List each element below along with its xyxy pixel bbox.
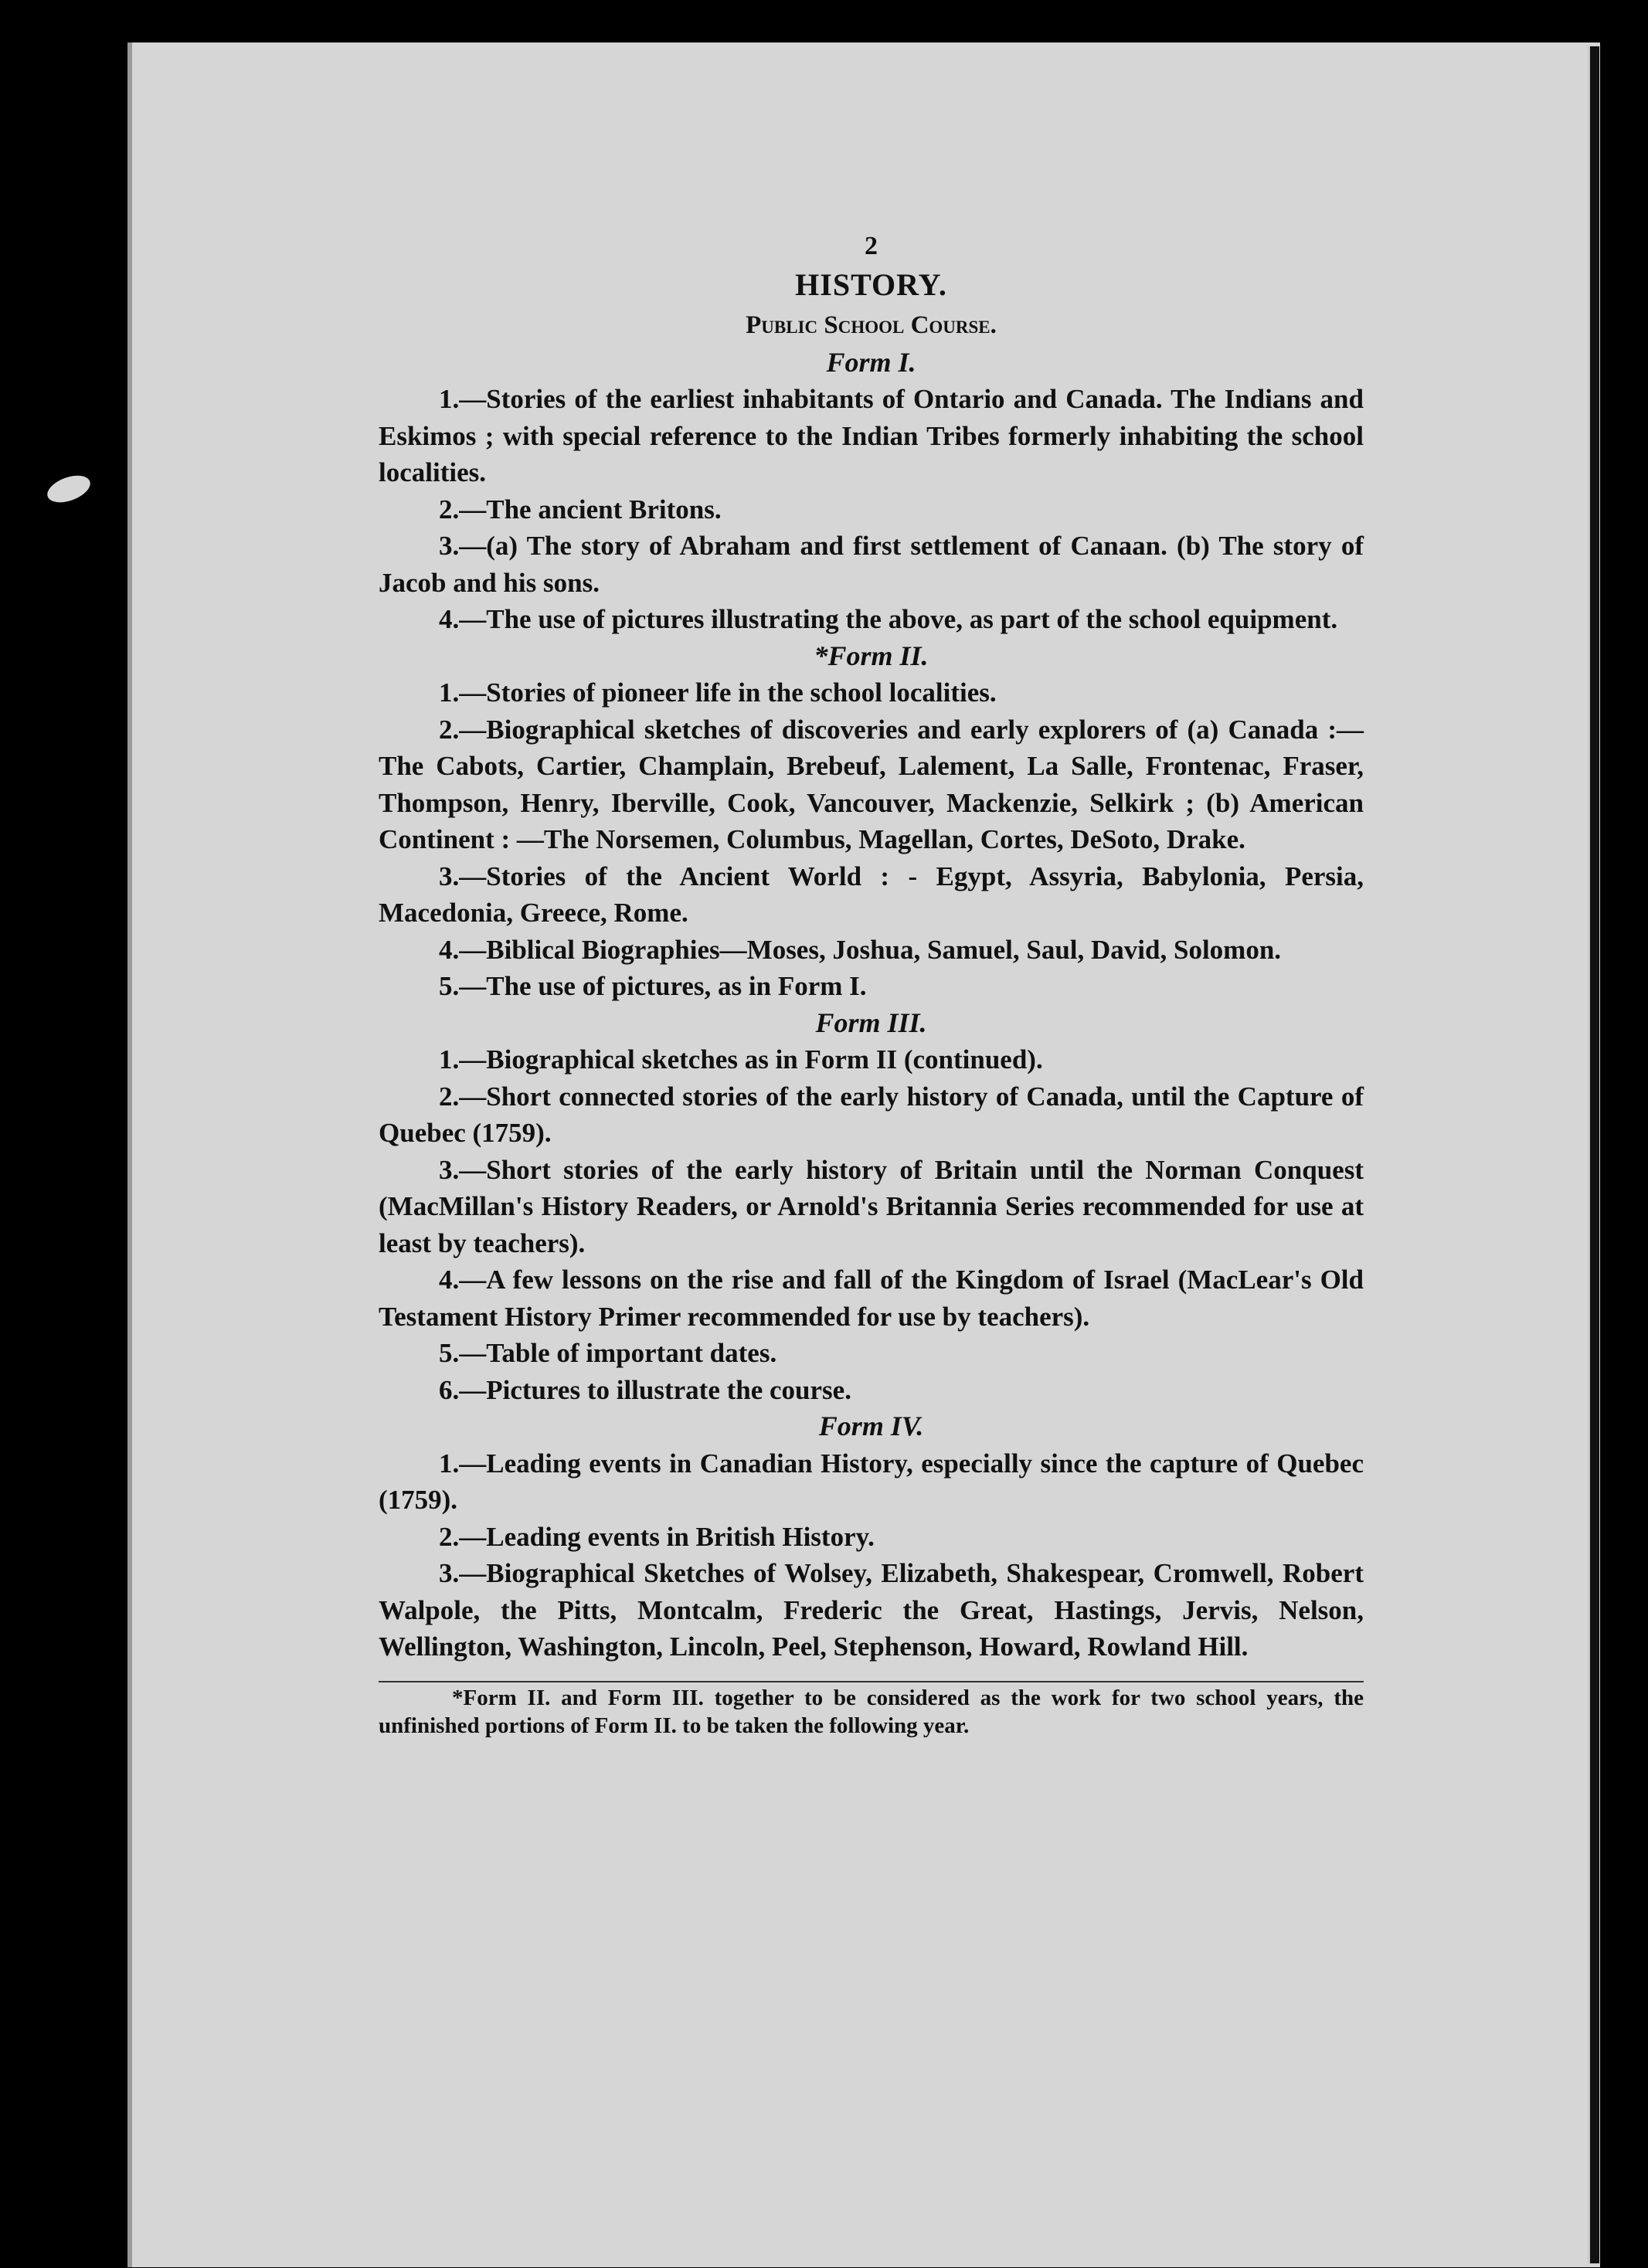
list-item: 1.—Stories of pioneer life in the school localities.	[439, 677, 997, 708]
list-item: 2.—Short connected stories of the early history of Canada, until the Capture of Quebec (1759).	[379, 1081, 1364, 1148]
list-item: 1.—Stories of the earliest inhabitants of Ontario and Canada. The Indians and Eskimos ; with special reference to the Indian Tribes formerly inhabiting the school localities.	[379, 384, 1364, 487]
course-subtitle: Public School Course.	[746, 311, 997, 339]
list-item: 3.—(a) The story of Abraham and first settlement of Canaan. (b) The story of Jacob and his sons.	[379, 531, 1364, 598]
section-form-4	[379, 1408, 1364, 1665]
page-title: HISTORY.	[795, 267, 947, 302]
list-item: 3.—Biographical Sketches of Wolsey, Elizabeth, Shakespear, Cromwell, Robert Walpole, the Pitts, Montcalm, Frederic the Great, Hastings, Jervis, Nelson, Wellington, Washington, Lincoln, Peel, Stephenson, Howard, Rowland Hill.	[379, 1558, 1364, 1662]
list-item: 1.—Leading events in Canadian History, especially since the capture of Quebec (1759).	[379, 1448, 1364, 1515]
list-item: 3.—Stories of the Ancient World : - Egypt, Assyria, Babylonia, Persia, Macedonia, Greece, Rome.	[379, 861, 1364, 928]
list-item: 6.—Pictures to illustrate the course.	[439, 1374, 851, 1405]
list-item: 5.—The use of pictures, as in Form I.	[439, 971, 867, 1001]
page-edge	[1588, 46, 1599, 2263]
section-form-2	[379, 638, 1364, 1005]
footnote-divider	[379, 1681, 1364, 1682]
scan-speck	[44, 470, 94, 508]
list-item: 4.—A few lessons on the rise and fall of the Kingdom of Israel (MacLear's Old Testament History Primer recommended for use by teachers).	[379, 1265, 1364, 1332]
section-form-3	[379, 1005, 1364, 1409]
list-item: 5.—Table of important dates.	[439, 1338, 777, 1368]
list-item: 2.—Leading events in British History.	[439, 1521, 875, 1552]
list-item: 3.—Short stories of the early history of Britain until the Norman Conquest (MacMillan's History Readers, or Arnold's Britannia Series recommended for use at least by teachers).	[379, 1154, 1364, 1258]
section-heading: *Form II.	[814, 640, 929, 671]
section-heading: Form IV.	[818, 1411, 924, 1441]
section-heading: Form I.	[826, 346, 916, 378]
list-item: 4.—The use of pictures illustrating the above, as part of the school equipment.	[439, 604, 1338, 634]
list-item: 4.—Biblical Biographies—Moses, Joshua, Samuel, Saul, David, Solomon.	[439, 934, 1282, 965]
page-number: 2	[865, 232, 878, 260]
list-item: 2.—Biographical sketches of discoveries and early explorers of (a) Canada :—The Cabots, Cartier, Champlain, Brebeuf, Lalement, La Salle, Frontenac, Fraser, Thompson, Henry, Iberville, Cook, Vancouver, Mackenzie, Selkirk ; (b) American Continent : —The Norsemen, Columbus, Magellan, Cortes, DeSoto, Drake.	[379, 714, 1364, 854]
footnote: *Form II. and Form III. together to be considered as the work for two school years, the unfinished portions of Form II. to be taken the following year.	[379, 1685, 1364, 1738]
list-item: 1.—Biographical sketches as in Form II (continued).	[439, 1044, 1043, 1075]
section-form-1	[379, 345, 1364, 638]
list-item: 2.—The ancient Britons.	[439, 494, 722, 525]
section-heading: Form III.	[815, 1007, 927, 1038]
document-body	[379, 228, 1364, 1740]
